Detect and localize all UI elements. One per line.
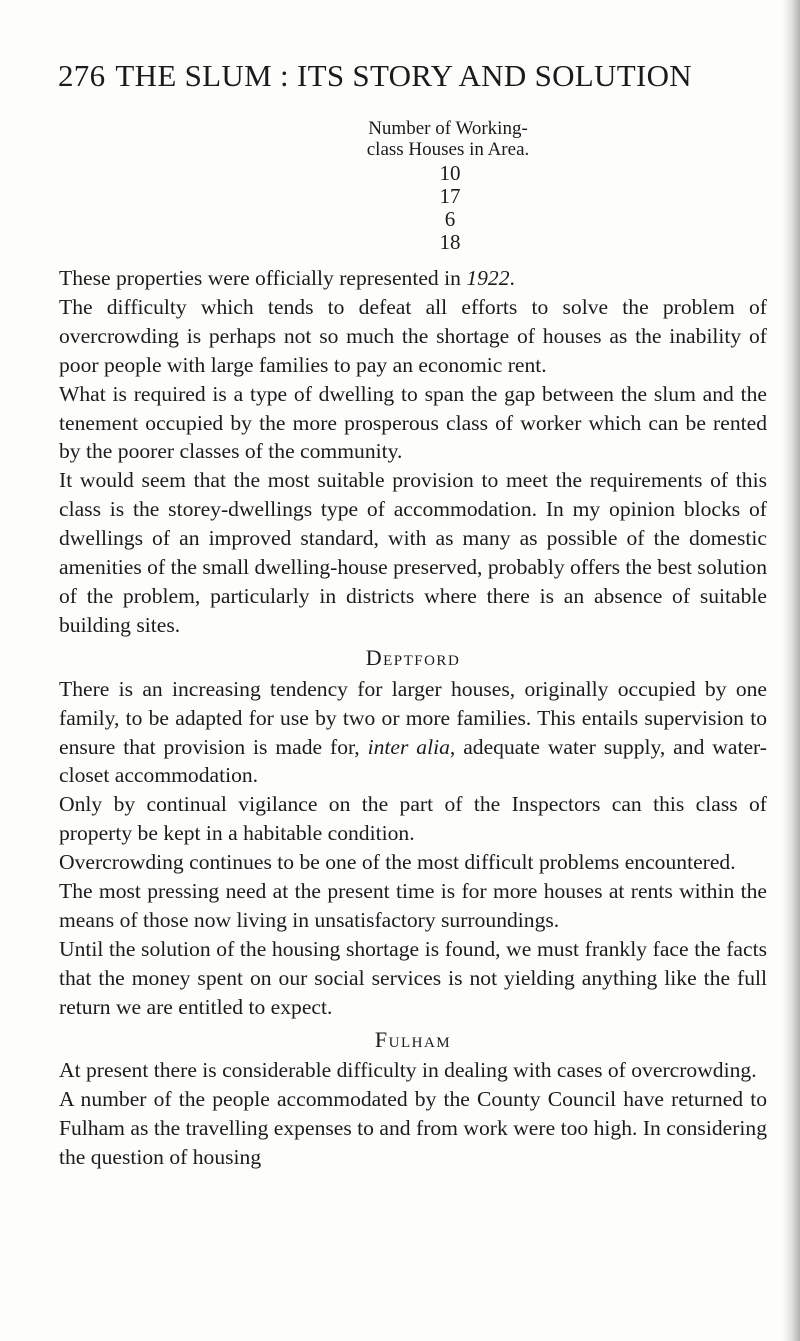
paragraph: The most pressing need at the present time is for more houses at rents within the means of those now living in unsatisfactory surroundings. xyxy=(59,879,767,932)
paragraph: At present there is considerable difficulty in dealing with cases of overcrowding. xyxy=(59,1058,757,1083)
paragraph: Only by continual vigilance on the part of the Inspectors can this class of property be kept in a habitable condition. xyxy=(59,792,767,846)
table-value: 17 xyxy=(439,184,461,208)
running-header xyxy=(58,58,758,94)
paragraph-end: . xyxy=(509,266,515,290)
latin-phrase: inter alia xyxy=(367,734,450,759)
section-heading-deptford: Deptford xyxy=(365,644,461,670)
paragraph xyxy=(59,264,767,293)
paragraph: Until the solution of the housing shortage is found, we must frankly face the facts that the money spent on our social services is not yielding anything like the full return we are entitled to expect. xyxy=(59,936,767,1019)
paragraph-text: These properties were officially represented in xyxy=(59,266,467,290)
paragraph-text: , adequate water supply, and water-closet accommodation. xyxy=(59,734,767,788)
paragraph-text: There is an increasing tendency for larger houses, originally occupied by one family, to be adapted for use by two or more families. This entails supervision to ensure that provision is made for, xyxy=(59,676,767,759)
table-value: 18 xyxy=(439,230,461,254)
paragraph xyxy=(59,675,767,791)
table-heading-line-2: class Houses in Area. xyxy=(366,139,530,160)
paragraph: Overcrowding continues to be one of the most difficult problems encountered. xyxy=(59,850,736,875)
table-heading-line-1: Number of Working- xyxy=(368,118,528,139)
year-italic: 1922 xyxy=(466,266,510,290)
running-title: THE SLUM : ITS STORY AND SOLUTION xyxy=(115,58,692,93)
page-edge-shadow xyxy=(782,0,800,1341)
body-text xyxy=(59,264,767,1172)
section-heading-fulham: Fulham xyxy=(374,1026,452,1052)
table-heading xyxy=(328,118,568,160)
paragraph: The difficulty which tends to defeat all efforts to solve the problem of overcrowding is perhaps not so much the shortage of houses as the inability of poor people with large families to pay an economic rent. xyxy=(59,294,767,377)
page-number: 276 xyxy=(58,58,106,93)
paragraph: It would seem that the most suitable provision to meet the requirements of this class is the storey-dwellings type of accommodation. In my opinion blocks of dwellings of an improved standard, with as many as possible of the domestic amenities of the small dwelling-house preserved, probably offers the best solution of the problem, particularly in districts where there is an absence of suitable building sites. xyxy=(59,468,767,637)
table-value: 10 xyxy=(439,161,461,185)
paragraph: What is required is a type of dwelling to span the gap between the slum and the tenement occupied by the more prosperous class of worker which can be rented by the poorer classes of the community. xyxy=(59,381,767,464)
table-values xyxy=(328,162,568,254)
houses-table xyxy=(328,118,568,254)
table-value: 6 xyxy=(444,207,456,231)
paragraph: A number of the people accommodated by the County Council have returned to Fulham as the travelling expenses to and from work were too high. In considering the question of housing xyxy=(59,1087,767,1170)
